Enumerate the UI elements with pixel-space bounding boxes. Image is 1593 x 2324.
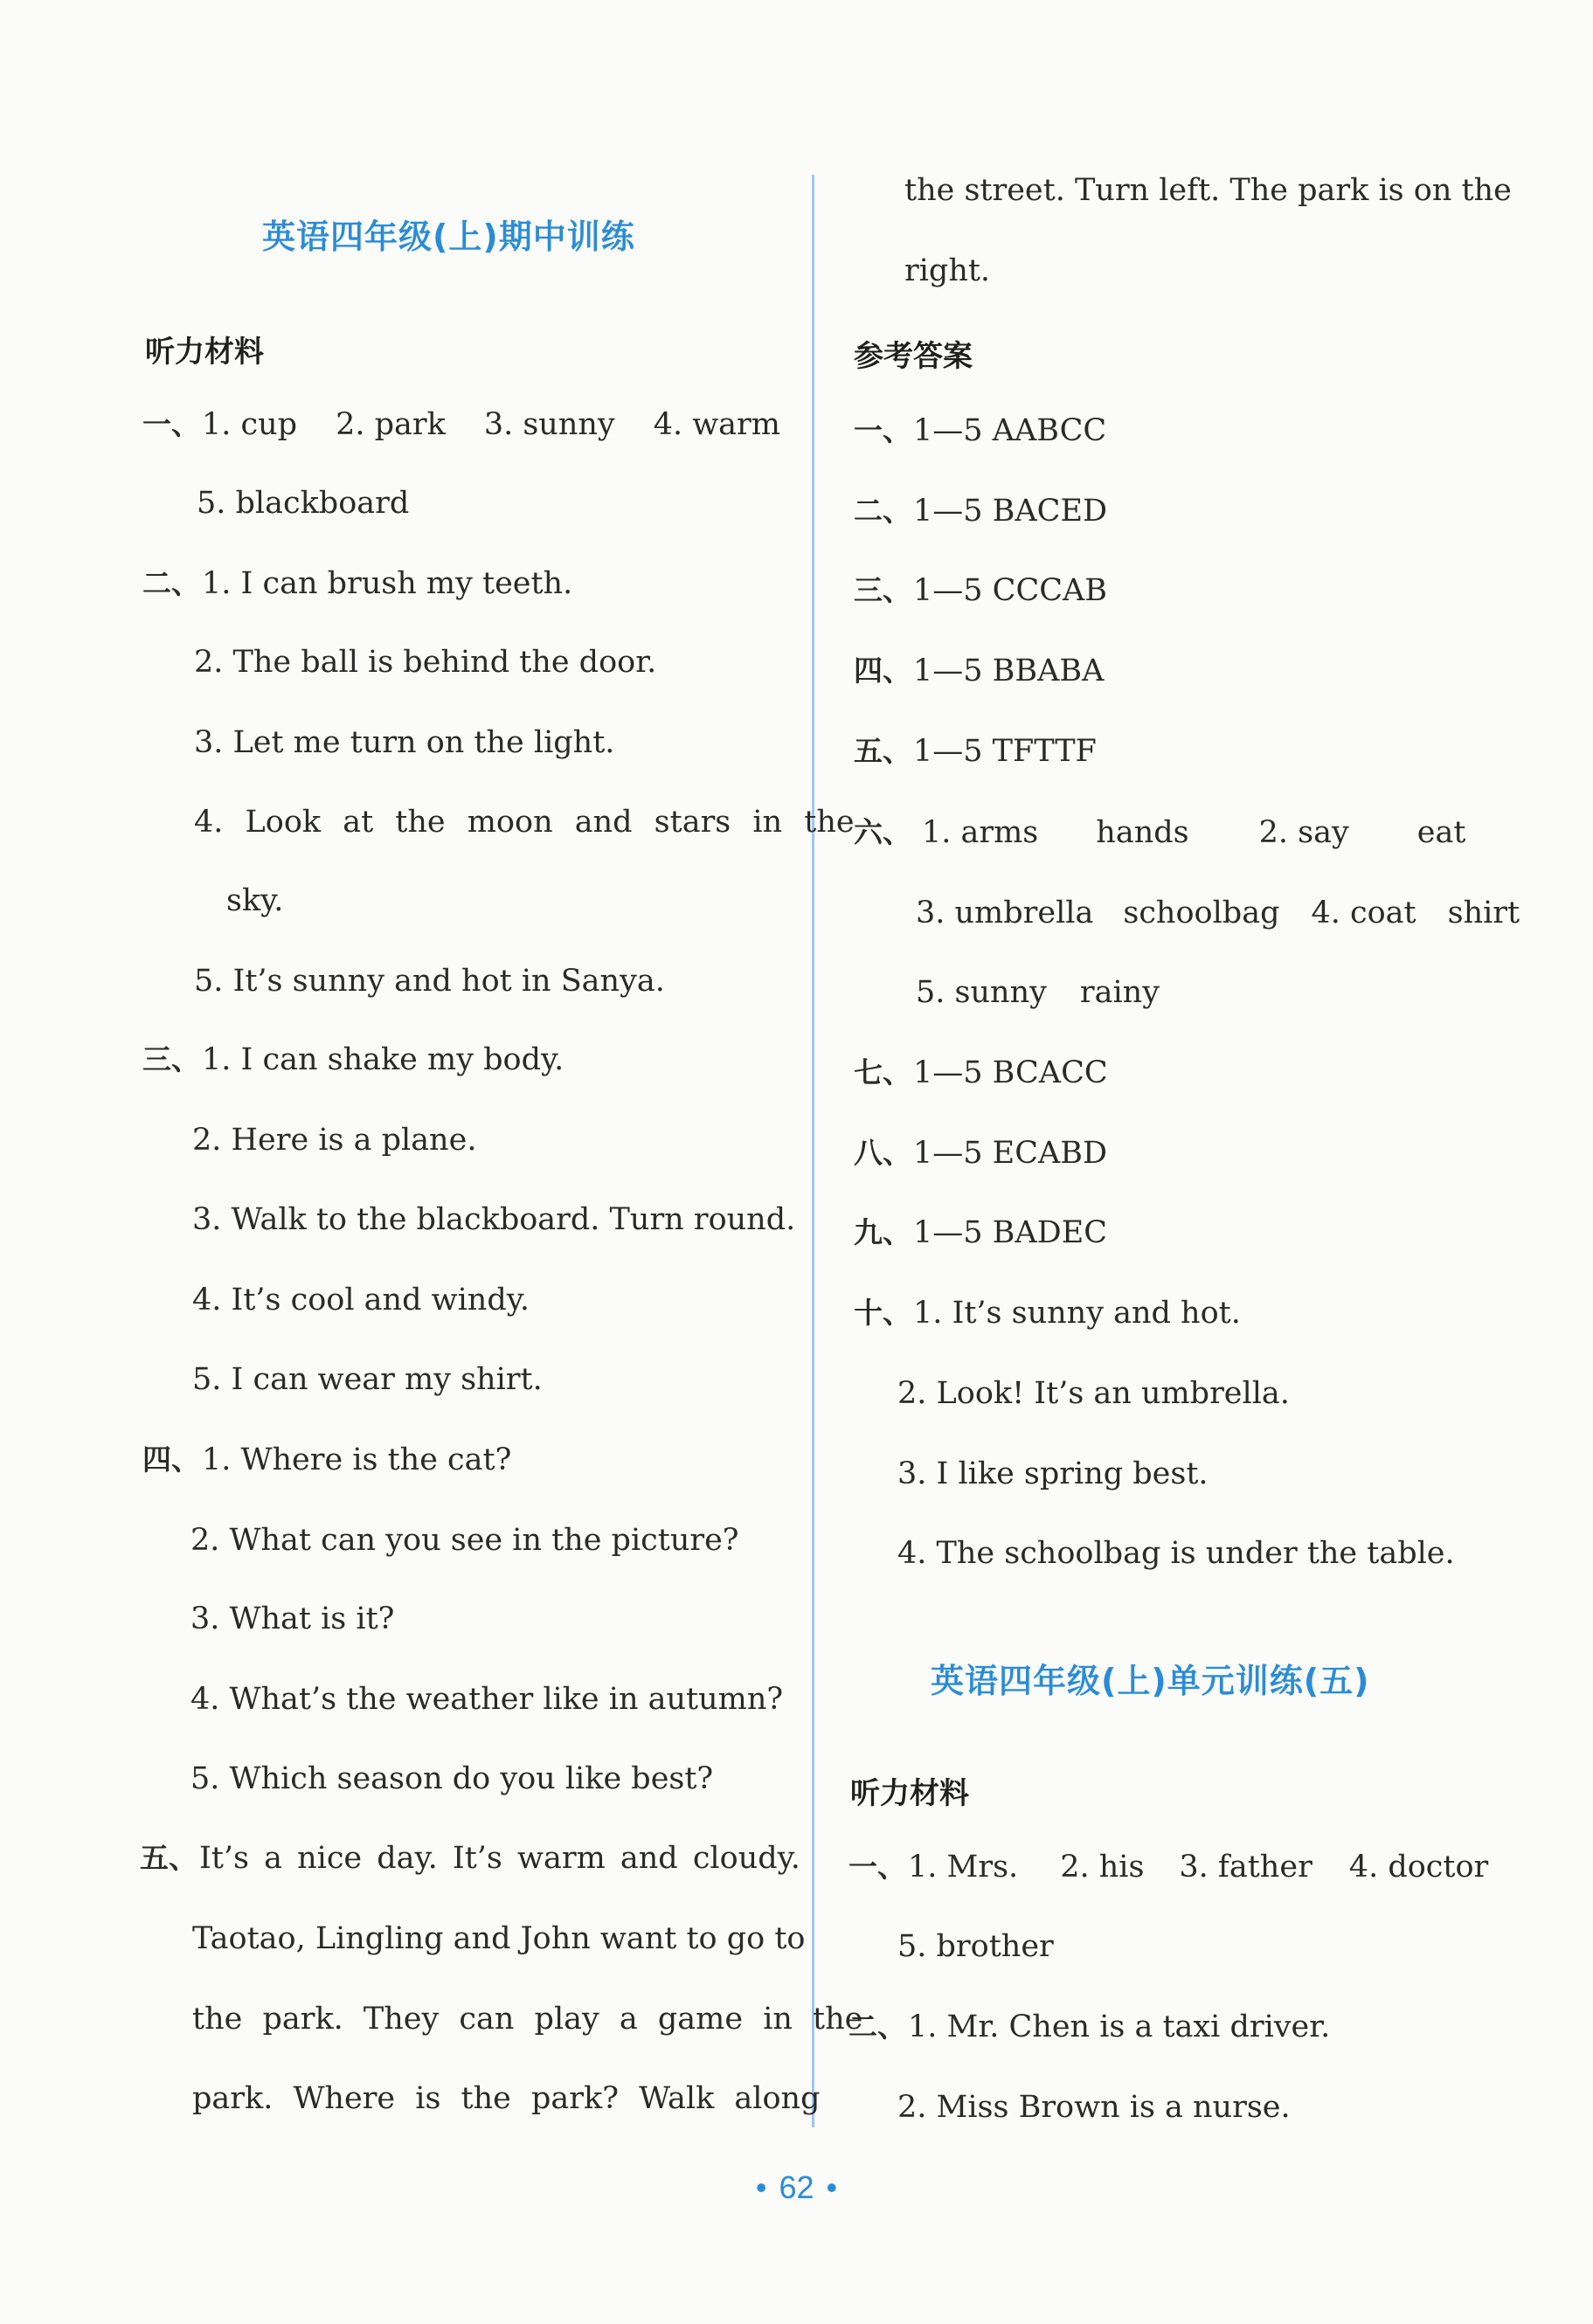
answer-text: shirt [1447, 896, 1520, 930]
s5-line4: park. Where is the park? Walk along [192, 2081, 821, 2116]
answer-text: 2. say [1258, 815, 1349, 850]
s2-text: 1. I can brush my teeth. [202, 566, 573, 601]
s2-line3: 3. Let me turn on the light. [194, 725, 615, 760]
s3-line4: 4. It’s cool and windy. [192, 1283, 530, 1318]
answer-num: 十、 [854, 1296, 911, 1330]
section-title-unit5: 英语四年级(上)单元训练(五) [931, 1662, 1370, 1700]
s3-line2: 2. Here is a plane. [192, 1123, 477, 1158]
answer-text: 3. umbrella [916, 896, 1094, 930]
s5-num: 五、 [140, 1841, 197, 1875]
s2-line2: 2. The ball is behind the door. [194, 645, 657, 680]
s4-line3: 3. What is it? [190, 1601, 395, 1636]
b1-item: 4. doctor [1348, 1850, 1489, 1885]
b2-text: 1. Mr. Chen is a taxi driver. [908, 2009, 1331, 2044]
listening-heading-2: 听力材料 [850, 1776, 969, 1811]
page-number [0, 2169, 1593, 2206]
s4-line2: 2. What can you see in the picture? [190, 1523, 739, 1558]
answer-text: eat [1416, 815, 1466, 850]
s4-text: 1. Where is the cat? [202, 1442, 512, 1477]
s2-num: 二、 [142, 566, 200, 600]
answer-10-line3: 3. I like spring best. [897, 1456, 1209, 1491]
answer-num: 九、 [854, 1215, 911, 1249]
answer-num: 四、 [854, 654, 911, 688]
answer-1 [854, 411, 1106, 451]
b1-num: 一、 [848, 1850, 906, 1884]
answer-text: 5. sunny [916, 975, 1047, 1010]
answer-num: 八、 [854, 1136, 911, 1170]
answer-text: schoolbag [1123, 896, 1280, 930]
answer-num: 三、 [854, 573, 911, 607]
answer-9 [854, 1213, 1107, 1253]
s4-line5: 5. Which season do you like best? [190, 1761, 714, 1796]
answers-heading: 参考答案 [854, 339, 973, 374]
answer-text: 1. arms [922, 815, 1039, 850]
s1-item: 4. warm [653, 407, 780, 442]
answer-num: 二、 [854, 494, 911, 528]
answer-3 [854, 571, 1107, 611]
answer-7 [854, 1053, 1108, 1093]
answer-10-line1 [854, 1293, 1241, 1333]
answer-6-row1 [854, 813, 1465, 853]
answer-num: 一、 [854, 413, 911, 447]
s4-num: 四、 [142, 1442, 200, 1477]
b2-num: 二、 [848, 2009, 906, 2044]
answer-2 [854, 491, 1107, 531]
answer-text: 1—5 TFTTF [913, 734, 1097, 769]
answer-text: 1—5 BBABA [913, 654, 1105, 688]
s5-line3: the park. They can play a game in the [192, 2002, 863, 2037]
answer-text: 1—5 AABCC [913, 413, 1107, 448]
b2-line2: 2. Miss Brown is a nurse. [897, 2090, 1291, 2125]
answer-num: 七、 [854, 1055, 911, 1089]
s1-line1 [142, 405, 780, 445]
s1-line2: 5. blackboard [197, 486, 410, 521]
answer-10-line2: 2. Look! It’s an umbrella. [897, 1376, 1290, 1411]
answer-6-row2 [916, 893, 1520, 933]
bullet-icon: • [826, 2169, 838, 2205]
s1-item: 3. sunny [483, 407, 615, 442]
s1-item: 2. park [336, 407, 446, 442]
answer-5 [854, 731, 1097, 771]
s5-line1 [140, 1838, 800, 1878]
s2-line4: 4. Look at the moon and stars in the [194, 805, 855, 840]
s1-item: 1. cup [202, 407, 298, 442]
s5-line2: Taotao, Lingling and John want to go to [192, 1921, 806, 1956]
s5-text: It’s a nice day. It’s warm and cloudy. [199, 1841, 800, 1876]
s2-line4b: sky. [226, 883, 284, 918]
answer-text: 1. It’s sunny and hot. [913, 1296, 1241, 1331]
answer-8 [854, 1133, 1107, 1173]
answer-text: rainy [1079, 975, 1160, 1010]
column-divider [812, 175, 814, 2127]
s2-line5: 5. It’s sunny and hot in Sanya. [194, 964, 665, 999]
answer-text: 1—5 BCACC [913, 1055, 1108, 1090]
b1-line1 [848, 1847, 1488, 1887]
b1-item: 1. Mrs. [908, 1850, 1019, 1885]
answer-text: 1—5 CCCAB [913, 573, 1107, 608]
page-number-text: 62 [779, 2169, 814, 2205]
b1-item: 2. his [1060, 1850, 1145, 1885]
answer-num: 六、 [854, 815, 911, 849]
answer-text: 1—5 BADEC [913, 1215, 1108, 1250]
b1-line2: 5. brother [897, 1929, 1054, 1964]
bullet-icon: • [755, 2169, 767, 2205]
answer-num: 五、 [854, 734, 911, 768]
s1-num: 一、 [142, 407, 200, 441]
answer-text: 1—5 ECABD [913, 1136, 1108, 1171]
answer-6-row3 [916, 972, 1160, 1013]
s3-line3: 3. Walk to the blackboard. Turn round. [192, 1202, 796, 1237]
s3-line1 [142, 1040, 564, 1080]
s4-line4: 4. What’s the weather like in autumn? [190, 1682, 784, 1717]
s5-continued-line2: right. [904, 253, 991, 288]
answer-text: 4. coat [1311, 896, 1416, 930]
s2-line1 [142, 564, 572, 604]
answer-text: 1—5 BACED [913, 494, 1108, 529]
b2-line1 [848, 2007, 1330, 2047]
s5-continued-line1: the street. Turn left. The park is on the [904, 173, 1512, 208]
section-title-midterm: 英语四年级(上)期中训练 [262, 218, 635, 256]
listening-heading: 听力材料 [145, 335, 264, 370]
answer-10-line4: 4. The schoolbag is under the table. [897, 1536, 1455, 1571]
answer-text: hands [1096, 815, 1189, 850]
b1-item: 3. father [1179, 1850, 1312, 1885]
s4-line1 [142, 1440, 511, 1480]
s3-num: 三、 [142, 1042, 200, 1076]
answer-4 [854, 651, 1104, 691]
s3-text: 1. I can shake my body. [202, 1042, 564, 1077]
s3-line5: 5. I can wear my shirt. [192, 1362, 543, 1397]
